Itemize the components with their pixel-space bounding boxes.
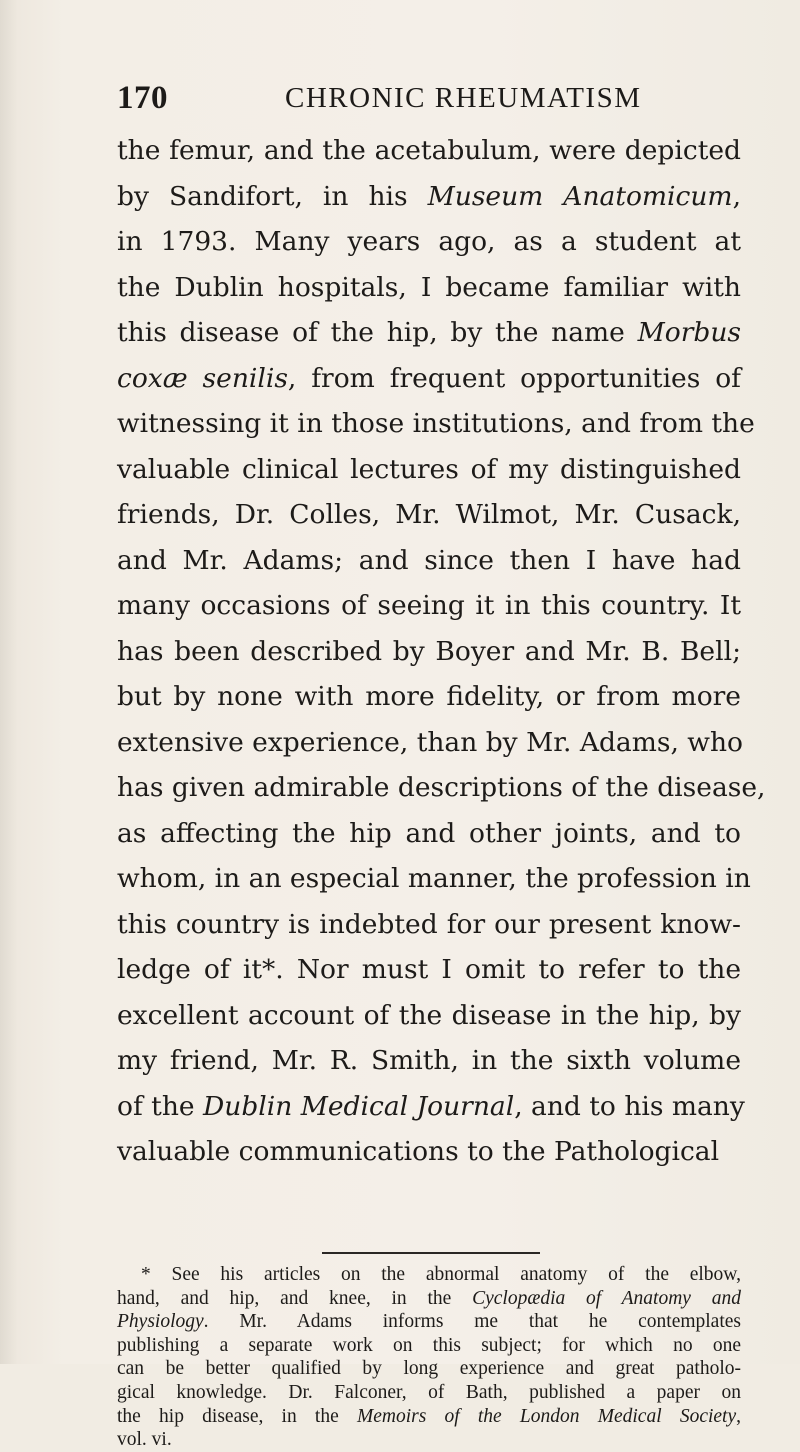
text-run: but by none with more fidelity, or from more <box>117 681 741 712</box>
text-line <box>117 310 741 356</box>
footnote-line <box>117 1357 741 1381</box>
text-run: in 1793. Many years ago, as a student at <box>117 226 741 257</box>
text-run: valuable clinical lectures of my distinguished <box>117 453 741 485</box>
text-line <box>117 174 741 220</box>
text-line <box>117 538 741 584</box>
page-header <box>117 80 737 120</box>
footnote-line <box>117 1428 741 1452</box>
text-line <box>117 629 741 675</box>
italic-text: Museum Anatomicum <box>427 180 733 212</box>
page-number: 170 <box>117 80 168 116</box>
text-line <box>117 219 741 265</box>
text-line <box>117 492 741 538</box>
text-run: vol. vi. <box>117 1429 172 1451</box>
text-line <box>117 447 741 493</box>
text-line <box>117 947 741 993</box>
text-run: of the <box>117 1090 204 1122</box>
text-run: friends, Dr. Colles, Mr. Wilmot, Mr. Cusack, <box>117 499 741 530</box>
text-run: , <box>736 1405 741 1427</box>
text-line <box>117 128 741 174</box>
text-line <box>117 583 741 629</box>
text-line <box>117 765 766 811</box>
text-line <box>117 811 741 857</box>
text-run: can be better qualified by long experience and great patholo- <box>117 1358 741 1380</box>
text-run: . Mr. Adams informs me that he contemplates <box>203 1311 741 1333</box>
text-run: my friend, Mr. R. Smith, in the sixth volume <box>117 1045 741 1076</box>
text-run: has been described by Boyer and Mr. B. Bell; <box>117 635 741 667</box>
body-text <box>117 128 766 1175</box>
text-line <box>117 674 741 720</box>
footnote-line <box>117 1287 741 1311</box>
text-run: , and to his many <box>514 1090 745 1122</box>
text-run: by Sandifort, in his <box>117 180 428 212</box>
italic-text: coxæ senilis <box>117 362 288 394</box>
text-run: , from frequent opportunities of <box>287 362 741 394</box>
text-run: gical knowledge. Dr. Falconer, of Bath, published a paper on <box>117 1381 741 1403</box>
footnote-line <box>117 1405 741 1429</box>
text-run: ledge of it*. Nor must I omit to refer to the <box>117 954 741 985</box>
text-line <box>117 1084 745 1130</box>
text-run: this disease of the hip, by the name <box>117 317 638 348</box>
text-run: * See his articles on the abnormal anatomy of the elbow, <box>141 1264 741 1285</box>
italic-text: Dublin Medical Journal <box>203 1090 515 1122</box>
text-run: extensive experience, than by Mr. Adams, who <box>117 726 743 758</box>
text-run: has given admirable descriptions of the disease, <box>117 772 766 803</box>
text-line <box>117 856 751 902</box>
text-line <box>117 720 741 766</box>
text-run: many occasions of seeing it in this country. It <box>117 590 741 621</box>
italic-text: Memoirs of the London Medical Society <box>356 1405 737 1427</box>
text-run: witnessing it in those institutions, and from the <box>117 408 755 439</box>
text-run: hand, and hip, and knee, in the <box>117 1287 473 1309</box>
text-line <box>117 902 741 948</box>
text-line <box>117 993 741 1039</box>
footnote-line <box>117 1381 741 1405</box>
text-run: the femur, and the acetabulum, were depicted <box>117 135 741 166</box>
footnote <box>117 1263 741 1452</box>
text-run: the Dublin hospitals, I became familiar with <box>117 271 741 303</box>
italic-text: Cyclopædia of Anatomy and <box>472 1287 742 1309</box>
footnote-line <box>117 1263 741 1287</box>
footnote-divider <box>322 1252 540 1254</box>
italic-text: Morbus <box>637 317 741 348</box>
text-line <box>117 1038 741 1084</box>
italic-text: Physiology <box>117 1311 204 1333</box>
text-run: and Mr. Adams; and since then I have had <box>117 544 741 576</box>
text-line <box>117 265 741 311</box>
text-run: the hip disease, in the <box>117 1405 357 1427</box>
text-run: whom, in an especial manner, the profession in <box>117 863 751 894</box>
text-run: excellent account of the disease in the hip, by <box>117 999 741 1031</box>
text-line <box>117 401 755 447</box>
running-head: CHRONIC RHEUMATISM <box>285 82 642 114</box>
page-gutter-shadow <box>0 0 18 1364</box>
text-run: publishing a separate work on this subject; for which no one <box>117 1334 741 1356</box>
text-run: as affecting the hip and other joints, and to <box>117 817 741 849</box>
footnote-line <box>117 1334 741 1358</box>
footnote-line <box>117 1310 741 1334</box>
text-run: this country is indebted for our present know- <box>117 908 741 940</box>
text-run: , <box>732 180 741 212</box>
text-line <box>117 1129 741 1175</box>
text-line <box>117 356 741 402</box>
text-run: valuable communications to the Pathological <box>117 1136 720 1167</box>
